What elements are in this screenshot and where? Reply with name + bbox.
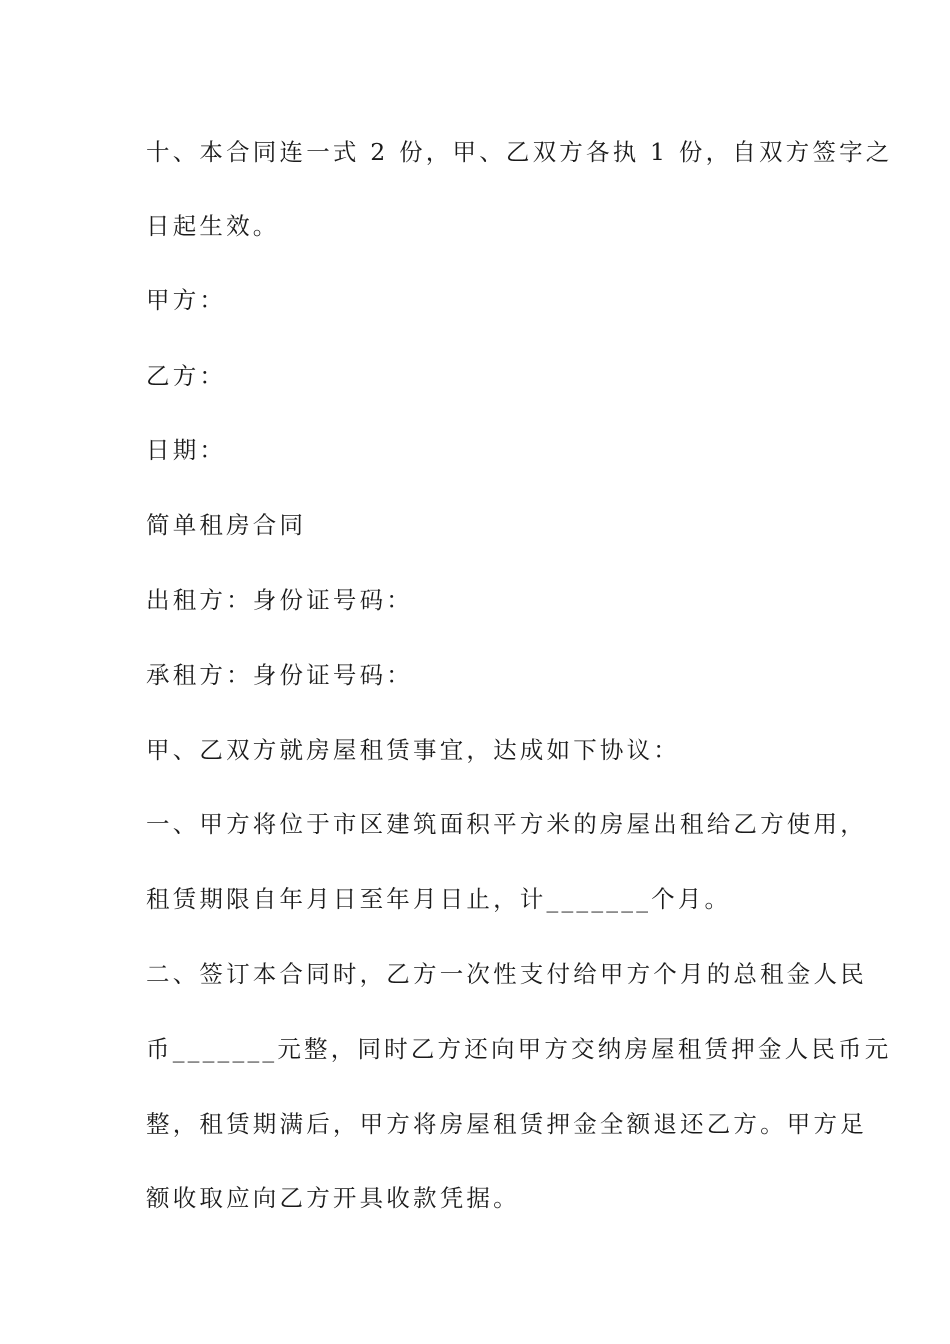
party-a-signature-label: 甲方： (146, 286, 227, 314)
agreement-intro: 甲、乙双方就房屋租赁事宜，达成如下协议： (146, 736, 680, 764)
clause-one-line-2: 租赁期限自年月日至年月日止，计_______个月。 (146, 885, 732, 913)
clause-ten-line-1: 十、本合同连一式 2 份，甲、乙双方各执 1 份，自双方签字之 (146, 138, 893, 166)
clause-two-line-2: 币_______元整，同时乙方还向甲方交纳房屋租赁押金人民币元 (146, 1035, 892, 1063)
clause-two-line-4: 额收取应向乙方开具收款凭据。 (146, 1184, 520, 1212)
clause-one-line-1: 一、甲方将位于市区建筑面积平方米的房屋出租给乙方使用， (146, 810, 867, 838)
clause-two-line-3: 整，租赁期满后，甲方将房屋租赁押金全额退还乙方。甲方足 (146, 1110, 867, 1138)
lessee-line: 承租方：身份证号码： (146, 661, 413, 689)
date-label: 日期： (146, 436, 227, 464)
contract-title: 简单租房合同 (146, 511, 307, 539)
party-b-signature-label: 乙方： (146, 362, 227, 390)
lessor-line: 出租方：身份证号码： (146, 586, 413, 614)
clause-two-line-1: 二、签订本合同时，乙方一次性支付给甲方个月的总租金人民 (146, 960, 867, 988)
clause-ten-line-2: 日起生效。 (146, 212, 280, 240)
